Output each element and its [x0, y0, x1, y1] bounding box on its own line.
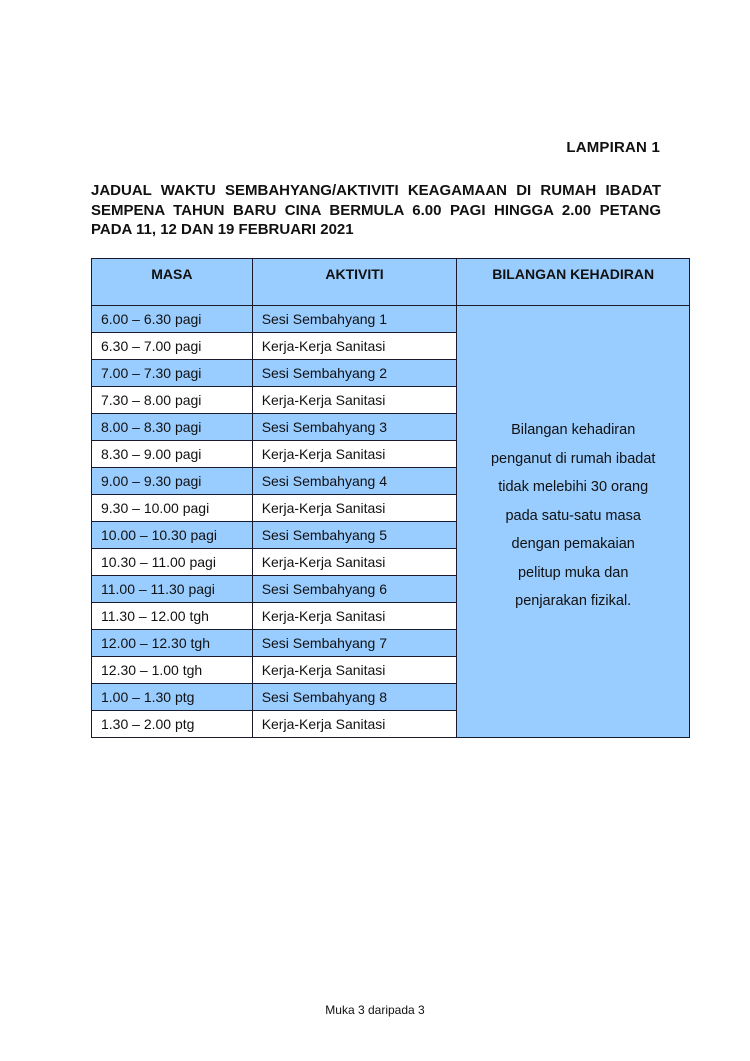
- masa-cell: 7.30 – 8.00 pagi: [92, 387, 253, 414]
- masa-cell: 6.00 – 6.30 pagi: [92, 306, 253, 333]
- attendance-note-line: tidak melebihi 30 orang: [498, 479, 649, 495]
- aktiviti-cell: Sesi Sembahyang 3: [252, 414, 457, 441]
- attendance-note-line: pada satu-satu masa: [505, 507, 641, 524]
- aktiviti-cell: Kerja-Kerja Sanitasi: [252, 333, 457, 360]
- attendance-note-line: penganut di rumah ibadat: [490, 450, 656, 467]
- aktiviti-cell: Sesi Sembahyang 7: [252, 630, 457, 657]
- masa-cell: 12.00 – 12.30 tgh: [92, 630, 253, 657]
- masa-cell: 10.00 – 10.30 pagi: [92, 522, 253, 549]
- page-number: Muka 3 daripada 3: [325, 1003, 425, 1017]
- aktiviti-cell: Sesi Sembahyang 8: [252, 684, 457, 711]
- aktiviti-cell: Kerja-Kerja Sanitasi: [252, 657, 457, 684]
- aktiviti-cell: Kerja-Kerja Sanitasi: [252, 711, 457, 738]
- masa-cell: 12.30 – 1.00 tgh: [92, 657, 253, 684]
- aktiviti-cell: Sesi Sembahyang 4: [252, 468, 457, 495]
- aktiviti-cell: Sesi Sembahyang 2: [252, 360, 457, 387]
- aktiviti-cell: Kerja-Kerja Sanitasi: [252, 441, 457, 468]
- attendance-note-line: dengan pemakaian: [511, 536, 635, 552]
- schedule-table: [91, 258, 690, 738]
- aktiviti-cell: Sesi Sembahyang 6: [252, 576, 457, 603]
- masa-cell: 11.00 – 11.30 pagi: [92, 576, 253, 603]
- masa-cell: 10.30 – 11.00 pagi: [92, 549, 253, 576]
- masa-cell: 8.00 – 8.30 pagi: [92, 414, 253, 441]
- aktiviti-cell: Kerja-Kerja Sanitasi: [252, 387, 457, 414]
- table-header-row: [92, 259, 690, 306]
- aktiviti-cell: Sesi Sembahyang 5: [252, 522, 457, 549]
- attendance-note-line: pelitup muka dan: [517, 564, 629, 581]
- document-title: JADUAL WAKTU SEMBAHYANG/AKTIVITI KEAGAMAAN DI RUMAH IBADAT SEMPENA TAHUN BARU CINA BERMULA 6.00 PAGI HINGGA 2.00 PETANG PADA 11, 12 DAN 19 FEBRUARI 2021: [91, 182, 661, 238]
- masa-cell: 9.30 – 10.00 pagi: [92, 495, 253, 522]
- column-header-aktiviti: AKTIVITI: [252, 259, 457, 306]
- attendance-note: [457, 416, 689, 616]
- masa-cell: 6.30 – 7.00 pagi: [92, 333, 253, 360]
- masa-cell: 8.30 – 9.00 pagi: [92, 441, 253, 468]
- column-header-masa: MASA: [92, 259, 253, 306]
- aktiviti-cell: Kerja-Kerja Sanitasi: [252, 603, 457, 630]
- masa-cell: 1.30 – 2.00 ptg: [92, 711, 253, 738]
- table-row: [92, 306, 690, 333]
- masa-cell: 1.00 – 1.30 ptg: [92, 684, 253, 711]
- masa-cell: 7.00 – 7.30 pagi: [92, 360, 253, 387]
- aktiviti-cell: Kerja-Kerja Sanitasi: [252, 549, 457, 576]
- column-header-bilangan-kehadiran: BILANGAN KEHADIRAN: [457, 259, 690, 306]
- masa-cell: 11.30 – 12.00 tgh: [92, 603, 253, 630]
- aktiviti-cell: Kerja-Kerja Sanitasi: [252, 495, 457, 522]
- attachment-label: LAMPIRAN 1: [566, 139, 660, 156]
- masa-cell: 9.00 – 9.30 pagi: [92, 468, 253, 495]
- attendance-note-line: Bilangan kehadiran: [511, 422, 636, 438]
- aktiviti-cell: Sesi Sembahyang 1: [252, 306, 457, 333]
- attendance-note-line: penjarakan fizikal.: [515, 593, 632, 609]
- attendance-note-cell: [457, 306, 690, 738]
